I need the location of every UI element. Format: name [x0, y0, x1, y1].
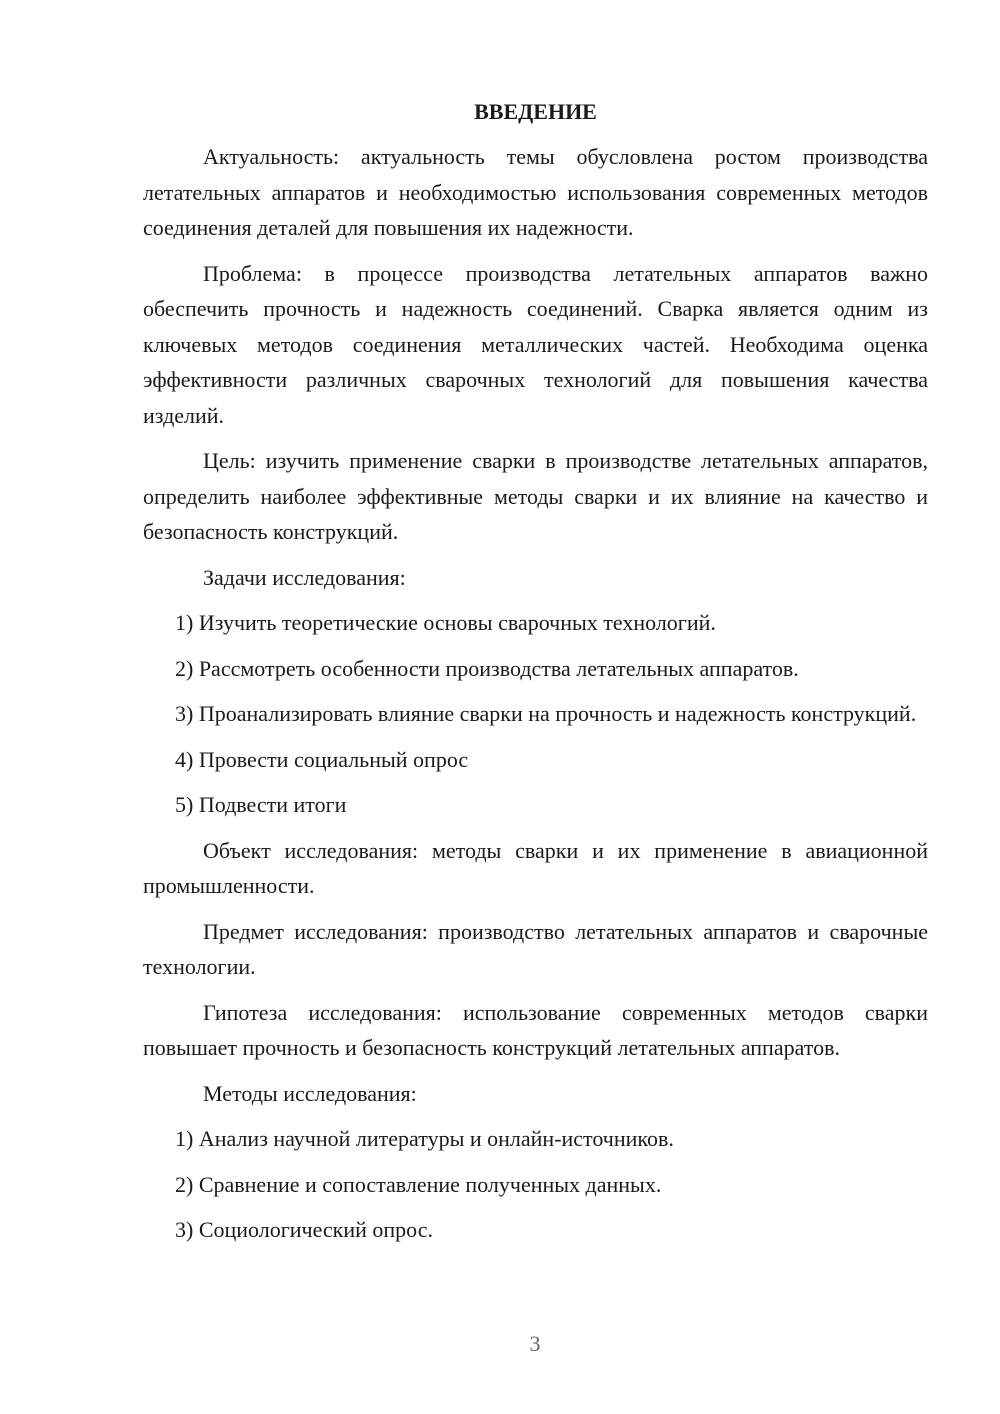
- paragraph-object: Объект исследования: методы сварки и их применение в авиационной промышленности.: [143, 837, 928, 898]
- task-item-2: 2) Рассмотреть особенности производства летательных аппаратов.: [175, 655, 799, 681]
- method-item-3: 3) Социологический опрос.: [175, 1217, 433, 1242]
- page-number: 3: [529, 1331, 541, 1356]
- task-item-5: 5) Подвести итоги: [175, 792, 347, 817]
- paragraph-subject: Предмет исследования: производство летательных аппаратов и сварочные технологии.: [143, 918, 928, 979]
- paragraph-problem: Проблема: в процессе производства летательных аппаратов важно обеспечить прочность и надежность соединений. Сварка является одним из ключевых методов соединения металлических частей. Необходима оценка эффективности различных сварочных технологий для повышения качества изделий.: [143, 260, 928, 428]
- paragraph-methods-heading: Методы исследования:: [203, 1080, 417, 1106]
- paragraph-goal: Цель: изучить применение сварки в производстве летательных аппаратов, определить наиболее эффективные методы сварки и их влияние на качество и безопасность конструкций.: [143, 448, 928, 544]
- task-item-3: 3) Проанализировать влияние сварки на прочность и надежность конструкций.: [175, 701, 917, 726]
- paragraph-hypothesis: Гипотеза исследования: использование современных методов сварки повышает прочность и безопасность конструкций летательных аппаратов.: [143, 999, 928, 1060]
- paragraph-relevance: Актуальность: актуальность темы обусловлена ростом производства летательных аппаратов и необходимостью использования современных методов соединения деталей для повышения их надежности.: [143, 144, 928, 240]
- section-title: ВВЕДЕНИЕ: [474, 99, 597, 124]
- document-body: [143, 94, 928, 1258]
- method-item-2: 2) Сравнение и сопоставление полученных данных.: [175, 1171, 662, 1197]
- task-item-1: 1) Изучить теоретические основы сварочных технологий.: [175, 610, 716, 635]
- method-item-1: 1) Анализ научной литературы и онлайн-источников.: [175, 1126, 674, 1151]
- paragraph-tasks-heading: Задачи исследования:: [203, 564, 406, 590]
- task-item-4: 4) Провести социальный опрос: [175, 746, 469, 772]
